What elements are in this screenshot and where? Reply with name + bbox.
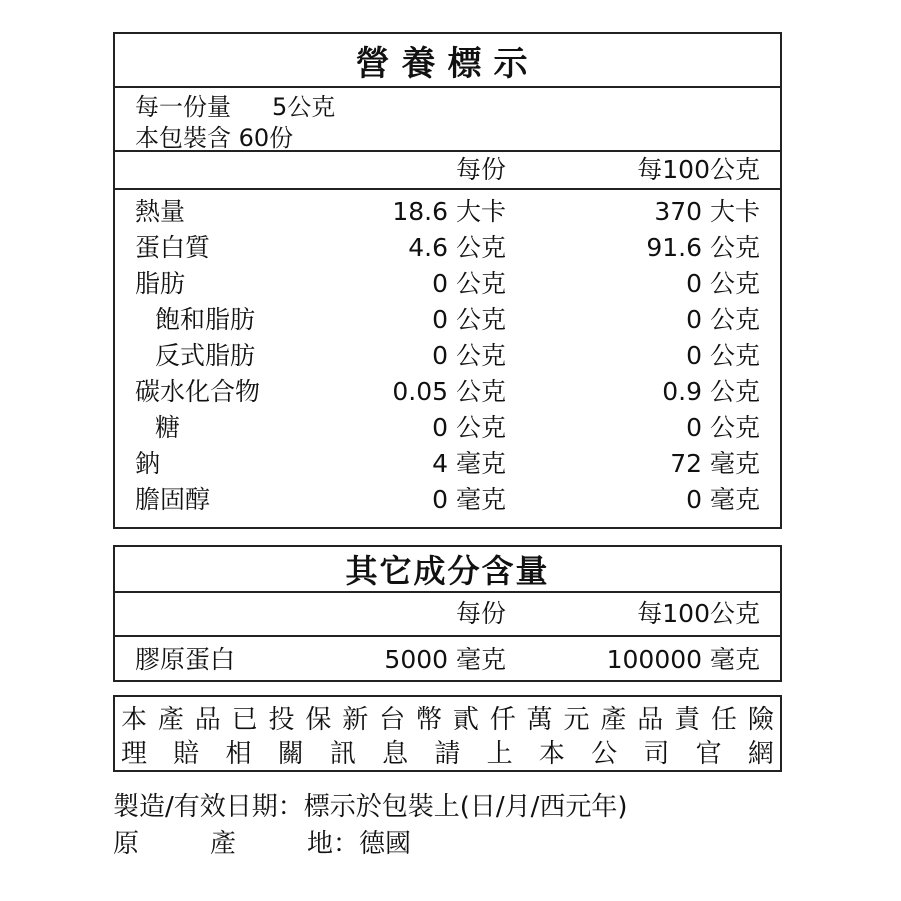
row-label: 膽固醇 <box>135 485 211 514</box>
notice-line-2: 理 賠 相 關 訊 息 請 上 本 公 司 官 網 <box>121 739 774 769</box>
nutrition-title: 營養標示 <box>355 43 540 84</box>
table-row <box>115 637 780 683</box>
col-per-serving: 每份 <box>455 155 506 184</box>
col-per-100g: 每100公克 <box>637 599 760 628</box>
manufacture-date-label: 製造/有效日期： <box>113 792 304 822</box>
col-per-serving: 每份 <box>455 599 506 628</box>
per-serving-value: 0 毫克 <box>432 485 506 514</box>
other-column-header <box>115 591 780 635</box>
table-row <box>115 266 780 302</box>
per-serving-value: 4.6 公克 <box>408 233 506 262</box>
nutrition-rows <box>115 188 780 518</box>
per-100g-value: 91.6 公克 <box>646 233 760 262</box>
table-row <box>115 194 780 230</box>
table-row <box>115 338 780 374</box>
row-label: 糖 <box>155 413 181 442</box>
per-serving-value: 0.05 公克 <box>392 377 506 406</box>
manufacture-date-line <box>113 790 628 824</box>
other-ingredients-box <box>113 545 782 682</box>
row-label: 反式脂肪 <box>155 341 256 370</box>
table-row <box>115 410 780 446</box>
per-100g-value: 370 大卡 <box>654 197 760 226</box>
per-serving-value: 0 公克 <box>432 269 506 298</box>
per-100g-value: 0 公克 <box>686 413 760 442</box>
per-100g-value: 72 毫克 <box>670 449 760 478</box>
per-100g-value: 0 公克 <box>686 269 760 298</box>
table-row <box>115 446 780 482</box>
manufacture-date-value: 標示於包裝上(日/月/西元年) <box>303 792 628 822</box>
table-row <box>115 230 780 266</box>
serving-size-label: 每一份量 <box>135 93 231 121</box>
per-serving-value: 0 公克 <box>432 305 506 334</box>
notice-line-1: 本 產 品 已 投 保 新 台 幣 貳 仟 萬 元 產 品 責 任 險 <box>121 705 774 735</box>
serving-info <box>115 86 780 150</box>
servings-label: 本包裝含 <box>135 124 231 152</box>
per-serving-value: 18.6 大卡 <box>392 197 506 226</box>
nutrition-facts-box <box>113 32 782 529</box>
per-serving-value: 5000 毫克 <box>384 645 506 674</box>
origin-separator: ： <box>333 829 360 859</box>
insurance-notice-box <box>113 695 782 772</box>
row-label: 熱量 <box>135 197 186 226</box>
servings-value: 60份 <box>238 124 294 152</box>
per-100g-value: 0 毫克 <box>686 485 760 514</box>
per-serving-value: 0 公克 <box>432 341 506 370</box>
other-title: 其它成分含量 <box>345 552 550 590</box>
col-per-100g: 每100公克 <box>637 155 760 184</box>
per-100g-value: 0.9 公克 <box>662 377 760 406</box>
table-row <box>115 482 780 518</box>
per-serving-value: 0 公克 <box>432 413 506 442</box>
per-100g-value: 0 公克 <box>686 341 760 370</box>
origin-label: 原 產 地 <box>113 829 333 859</box>
table-row <box>115 302 780 338</box>
row-label: 膠原蛋白 <box>135 645 236 674</box>
origin-line <box>113 827 411 861</box>
row-label: 脂肪 <box>135 269 186 298</box>
row-label: 碳水化合物 <box>135 377 261 406</box>
table-row <box>115 374 780 410</box>
per-100g-value: 0 公克 <box>686 305 760 334</box>
serving-size-line <box>135 92 780 123</box>
serving-size-value: 5公克 <box>272 93 336 121</box>
other-rows <box>115 635 780 683</box>
per-serving-value: 4 毫克 <box>432 449 506 478</box>
row-label: 蛋白質 <box>135 233 211 262</box>
origin-value: 德國 <box>359 829 412 859</box>
per-100g-value: 100000 毫克 <box>606 645 760 674</box>
row-label: 飽和脂肪 <box>155 305 256 334</box>
nutrition-column-header <box>115 150 780 188</box>
row-label: 鈉 <box>135 449 161 478</box>
